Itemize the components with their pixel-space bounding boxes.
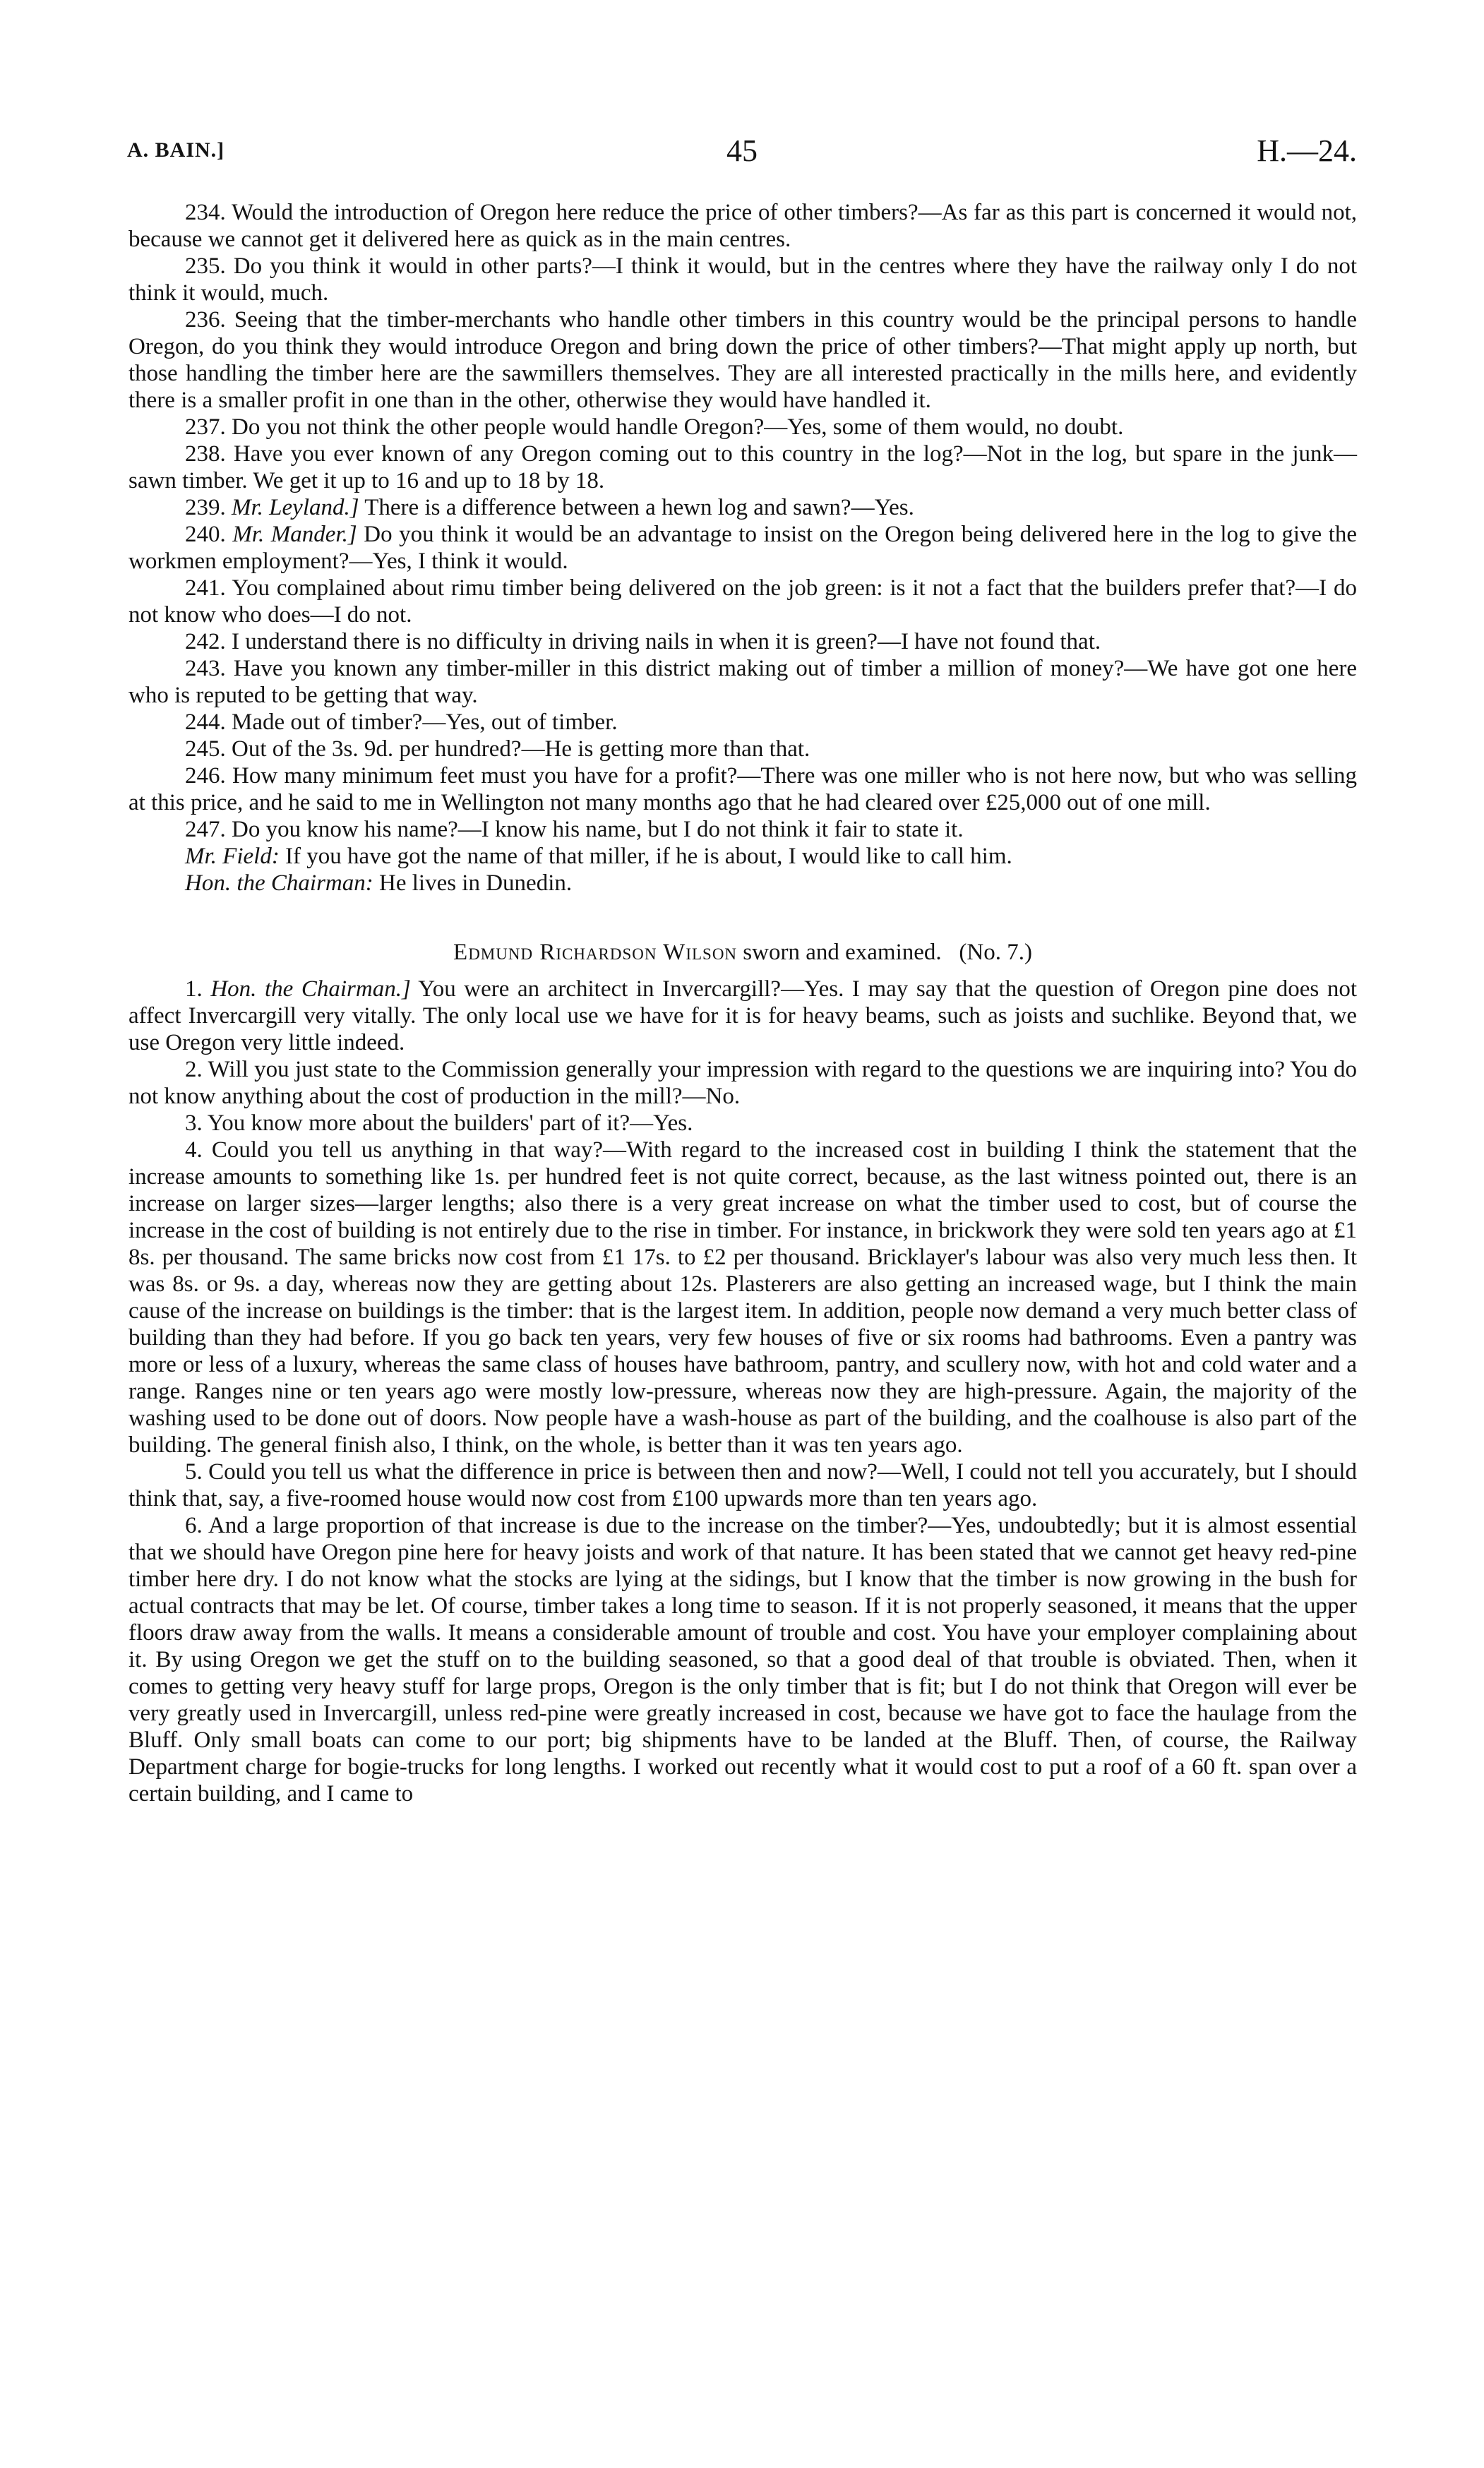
paragraph-q235: 235. Do you think it would in other parts?—I think it would, but in the centres where they have the railway only I do not think it would, much. bbox=[128, 253, 1357, 306]
field-remark bbox=[128, 843, 1357, 870]
paragraph-q241: 241. You complained about rimu timber being delivered on the job green: is it not a fact that the builders prefer that?—I do not know who does—I do not. bbox=[128, 575, 1357, 628]
speaker-label: Hon. the Chairman.] bbox=[210, 976, 411, 1002]
paragraph-q245: 245. Out of the 3s. 9d. per hundred?—He is getting more than that. bbox=[185, 736, 810, 762]
page-header bbox=[127, 133, 1357, 175]
witness-name: Edmund Richardson Wilson bbox=[453, 940, 738, 965]
chairman-remark bbox=[128, 870, 1357, 897]
paragraph-q236: 236. Seeing that the timber-merchants who handle other timbers in this country would be the principal persons to handle Oregon, do you think they would introduce Oregon and bring down the price of other timbers?—That might apply up north, but those handling the timber here are the sawmillers themselves. They are all interested practically in the mills here, and evidently there is a smaller profit in one than in the other, otherwise they would have handled it. bbox=[128, 307, 1357, 413]
paragraph-w5: 5. Could you tell us what the difference in price is between then and now?—Well, I could not tell you accurately, but I should think that, say, a five-roomed house would now cost from £100 upwards more than ten years ago. bbox=[128, 1459, 1357, 1511]
paragraph-q247: 247. Do you know his name?—I know his name, but I do not think it fair to state it. bbox=[185, 817, 964, 842]
document-reference: H.—24. bbox=[1257, 133, 1357, 168]
paragraph-q234: 234. Would the introduction of Oregon here reduce the price of other timbers?—As far as this part is concerned it would not, because we cannot get it delivered here as quick as in the main centres. bbox=[128, 200, 1357, 252]
speaker-label: Hon. the Chairman: bbox=[185, 870, 373, 896]
paragraph-q244: 244. Made out of timber?—Yes, out of timber. bbox=[185, 709, 618, 735]
speaker-label: Mr. Leyland.] bbox=[232, 495, 359, 520]
question-text: There is a difference between a hewn log and sawn?—Yes. bbox=[364, 495, 914, 520]
page-body bbox=[128, 199, 1357, 1807]
page-number: 45 bbox=[726, 133, 758, 168]
paragraph-w4: 4. Could you tell us anything in that way?—With regard to the increased cost in building I think the statement that the increase amounts to something like 1s. per hundred feet is not quite correct, because, as the last witness pointed out, there is an increase on larger sizes—larger lengths; also there is a very great increase on what the timber used to cost, but of course the increase in the cost of building is not entirely due to the rise in timber. For instance, in brickwork they were sold ten years ago at £1 8s. per thousand. The same bricks now cost from £1 17s. to £2 per thousand. Bricklayer's labour was also very much less then. It was 8s. or 9s. a day, whereas now they are getting about 12s. Plasterers are also getting an increased wage, but I think the main cause of the increase on buildings is the timber: that is the largest item. In addition, people now demand a very much better class of building than they had before. If you go back ten years, very few houses of five or six rooms had bathrooms. Even a pantry was more or less of a luxury, whereas the same class of houses have bathroom, pantry, and scullery now, with hot and cold water and a range. Ranges nine or ten years ago were mostly low-pressure, whereas now they are high-pressure. Again, the majority of the washing used to be done out of doors. Now people have a wash-house as part of the building, and the coalhouse is also part of the building. The general finish also, I think, on the whole, is better than it was ten years ago. bbox=[128, 1137, 1357, 1458]
remark-text: If you have got the name of that miller, if he is about, I would like to call him. bbox=[285, 844, 1012, 869]
paragraph-w1 bbox=[128, 976, 1357, 1056]
witness-heading bbox=[128, 939, 1357, 966]
paragraph-w6: 6. And a large proportion of that increase is due to the increase on the timber?—Yes, undoubtedly; but it is almost essential that we should have Oregon pine here for heavy joists and work of that nature. It has been stated that we cannot get heavy red-pine timber here dry. I do not know what the stocks are lying at the sidings, but I know that the timber is now growing in the bush for actual contracts that may be let. Of course, timber takes a long time to season. If it is not properly seasoned, it means that the upper floors draw away from the walls. It means a considerable amount of trouble and cost. You have your employer complaining about it. By using Oregon we get the stuff on to the building seasoned, so that a good deal of that trouble is obviated. Then, when it comes to getting very heavy stuff for large props, Oregon is the only timber that is fit; but I do not think that Oregon will ever be very greatly used in Invercargill, unless red-pine were greatly increased in cost, because we have got to face the haulage from the Bluff. Only small boats can come to our port; big shipments have to be landed at the Bluff. Then, of course, the Railway Department charge for bogie-trucks for long lengths. I worked out recently what it would cost to put a roof of a 60 ft. span over a certain building, and I came to bbox=[128, 1513, 1357, 1807]
question-number: 240. bbox=[185, 522, 226, 547]
paragraph-q242: 242. I understand there is no difficulty in driving nails in when it is green?—I have not found that. bbox=[185, 629, 1101, 654]
question-text: Do you think it would be an advantage to insist on the Oregon being delivered here in the log to give the workmen employment?—Yes, I think it would. bbox=[128, 522, 1358, 574]
witness-status: sworn and examined. bbox=[743, 940, 942, 965]
paragraph-w3: 3. You know more about the builders' part of it?—Yes. bbox=[185, 1110, 693, 1136]
paragraph-q237: 237. Do you not think the other people would handle Oregon?—Yes, some of them would, no doubt. bbox=[185, 414, 1124, 440]
running-head-left: A. BAIN.] bbox=[127, 138, 225, 162]
remark-text: He lives in Dunedin. bbox=[379, 870, 573, 896]
paragraph-q246: 246. How many minimum feet must you have for a profit?—There was one miller who is not here now, but who was selling at this price, and he said to me in Wellington not many months ago that he had cleared over £25,000 out of one mill. bbox=[128, 763, 1357, 815]
question-text: You were an architect in Invercargill?—Yes. I may say that the question of Oregon pine does not affect Invercargill very vitally. The only local use we have for it is for heavy beams, such as joists and suchlike. Beyond that, we use Oregon very little indeed. bbox=[128, 976, 1358, 1055]
speaker-label: Mr. Field: bbox=[185, 844, 280, 869]
question-number: 239. bbox=[185, 495, 226, 520]
question-number: 1. bbox=[185, 976, 203, 1002]
paragraph-q239 bbox=[128, 494, 1357, 521]
speaker-label: Mr. Mander.] bbox=[232, 522, 357, 547]
paragraph-q240 bbox=[128, 521, 1357, 575]
paragraph-w2: 2. Will you just state to the Commission generally your impression with regard to the questions we are inquiring into? You do not know anything about the cost of production in the mill?—No. bbox=[128, 1057, 1357, 1109]
paragraph-q238: 238. Have you ever known of any Oregon coming out to this country in the log?—Not in the log, but spare in the junk—sawn timber. We get it up to 16 and up to 18 by 18. bbox=[128, 441, 1357, 493]
paragraph-q243: 243. Have you known any timber-miller in this district making out of timber a million of money?—We have got one here who is reputed to be getting that way. bbox=[128, 656, 1357, 708]
witness-number: (No. 7.) bbox=[959, 940, 1032, 965]
